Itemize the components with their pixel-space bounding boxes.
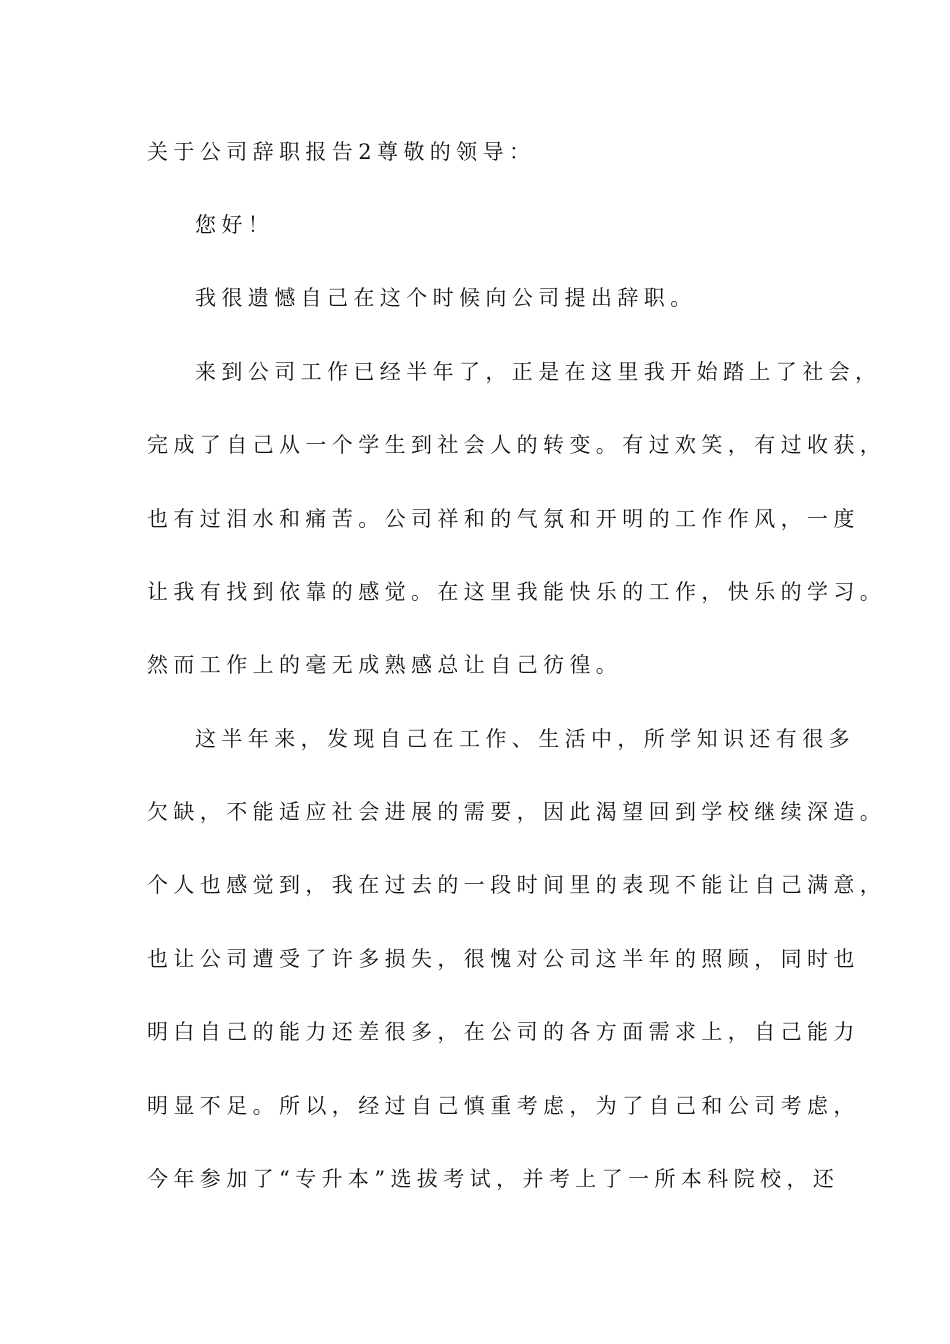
paragraph-line: 明显不足。所以，经过自己慎重考虑，为了自己和公司考虑， [147, 1094, 860, 1118]
paragraph-line: 完成了自己从一个学生到社会人的转变。有过欢笑，有过收获， [147, 433, 887, 457]
paragraph-line: 这半年来，发现自己在工作、生活中，所学知识还有很多 [195, 727, 855, 751]
paragraph-line: 今年参加了“专升本”选拔考试，并考上了一所本科院校，还 [147, 1167, 840, 1191]
document-title-line: 关于公司辞职报告2尊敬的领导： [147, 140, 536, 164]
paragraph-line: 明白自己的能力还差很多，在公司的各方面需求上，自己能力 [147, 1020, 860, 1044]
paragraph-line: 来到公司工作已经半年了，正是在这里我开始踏上了社会， [195, 360, 882, 384]
paragraph-line: 也让公司遭受了许多损失，很愧对公司这半年的照顾，同时也 [147, 947, 860, 971]
greeting-line: 您好！ [195, 213, 275, 237]
paragraph-line: 我很遗憾自己在这个时候向公司提出辞职。 [195, 286, 697, 310]
paragraph-line: 欠缺，不能适应社会进展的需要，因此渴望回到学校继续深造。 [147, 800, 887, 824]
paragraph-line: 个人也感觉到，我在过去的一段时间里的表现不能让自己满意， [147, 873, 887, 897]
paragraph-line: 然而工作上的毫无成熟感总让自己彷徨。 [147, 653, 623, 677]
paragraph-line: 让我有找到依靠的感觉。在这里我能快乐的工作，快乐的学习。 [147, 580, 887, 604]
paragraph-line: 也有过泪水和痛苦。公司祥和的气氛和开明的工作作风，一度 [147, 507, 860, 531]
